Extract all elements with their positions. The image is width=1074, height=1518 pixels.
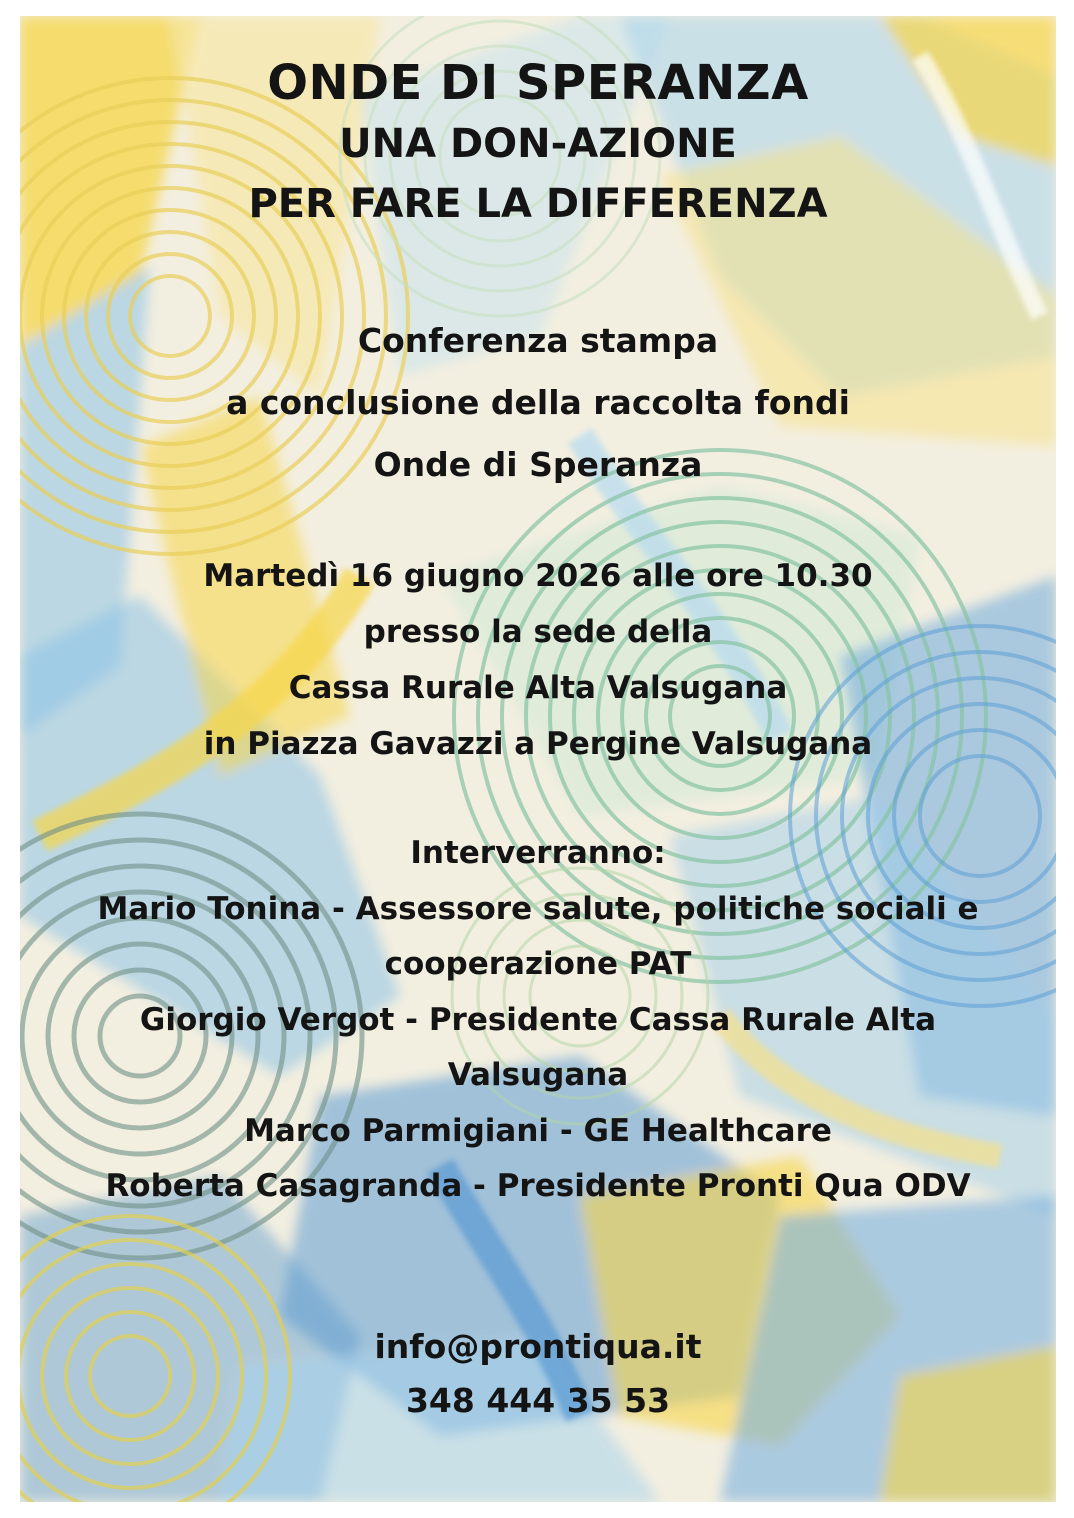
event-location-line: in Piazza Gavazzi a Pergine Valsugana: [203, 726, 873, 762]
event-date-time: Martedì 16 giugno 2026 alle ore 10.30: [203, 558, 873, 594]
speaker-line: Giorgio Vergot - Presidente Cassa Rurale Alta: [139, 1001, 937, 1038]
poster-title: ONDE DI SPERANZA: [267, 55, 809, 111]
speaker-line: Mario Tonina - Assessore salute, politiche sociali e: [97, 890, 979, 927]
speaker-line: Roberta Casagranda - Presidente Pronti Qua ODV: [105, 1168, 971, 1204]
conference-line: Conferenza stampa: [357, 321, 719, 360]
event-details: [20, 548, 1056, 772]
conference-line: Onde di Speranza: [373, 445, 703, 484]
speaker-line: Marco Parmigiani - GE Healthcare: [244, 1112, 832, 1149]
title-block: [20, 52, 1056, 234]
contact-phone: 348 444 35 53: [405, 1381, 671, 1420]
speaker-line: Valsugana: [447, 1057, 629, 1093]
contact-block: [20, 1320, 1056, 1428]
speakers-heading: Interverranno:: [410, 835, 666, 871]
poster-content: [20, 16, 1056, 1502]
speakers-block: [20, 826, 1056, 1215]
contact-email: info@prontiqua.it: [374, 1327, 702, 1366]
poster-subtitle-line: UNA DON-AZIONE: [339, 121, 737, 167]
conference-block: [20, 310, 1056, 496]
poster-subtitle-line: PER FARE LA DIFFERENZA: [248, 181, 828, 227]
conference-line: a conclusione della raccolta fondi: [226, 383, 850, 422]
speaker-line: cooperazione PAT: [384, 946, 692, 982]
poster: [20, 16, 1056, 1502]
event-location-line: Cassa Rurale Alta Valsugana: [288, 670, 788, 706]
event-location-line: presso la sede della: [363, 614, 713, 650]
